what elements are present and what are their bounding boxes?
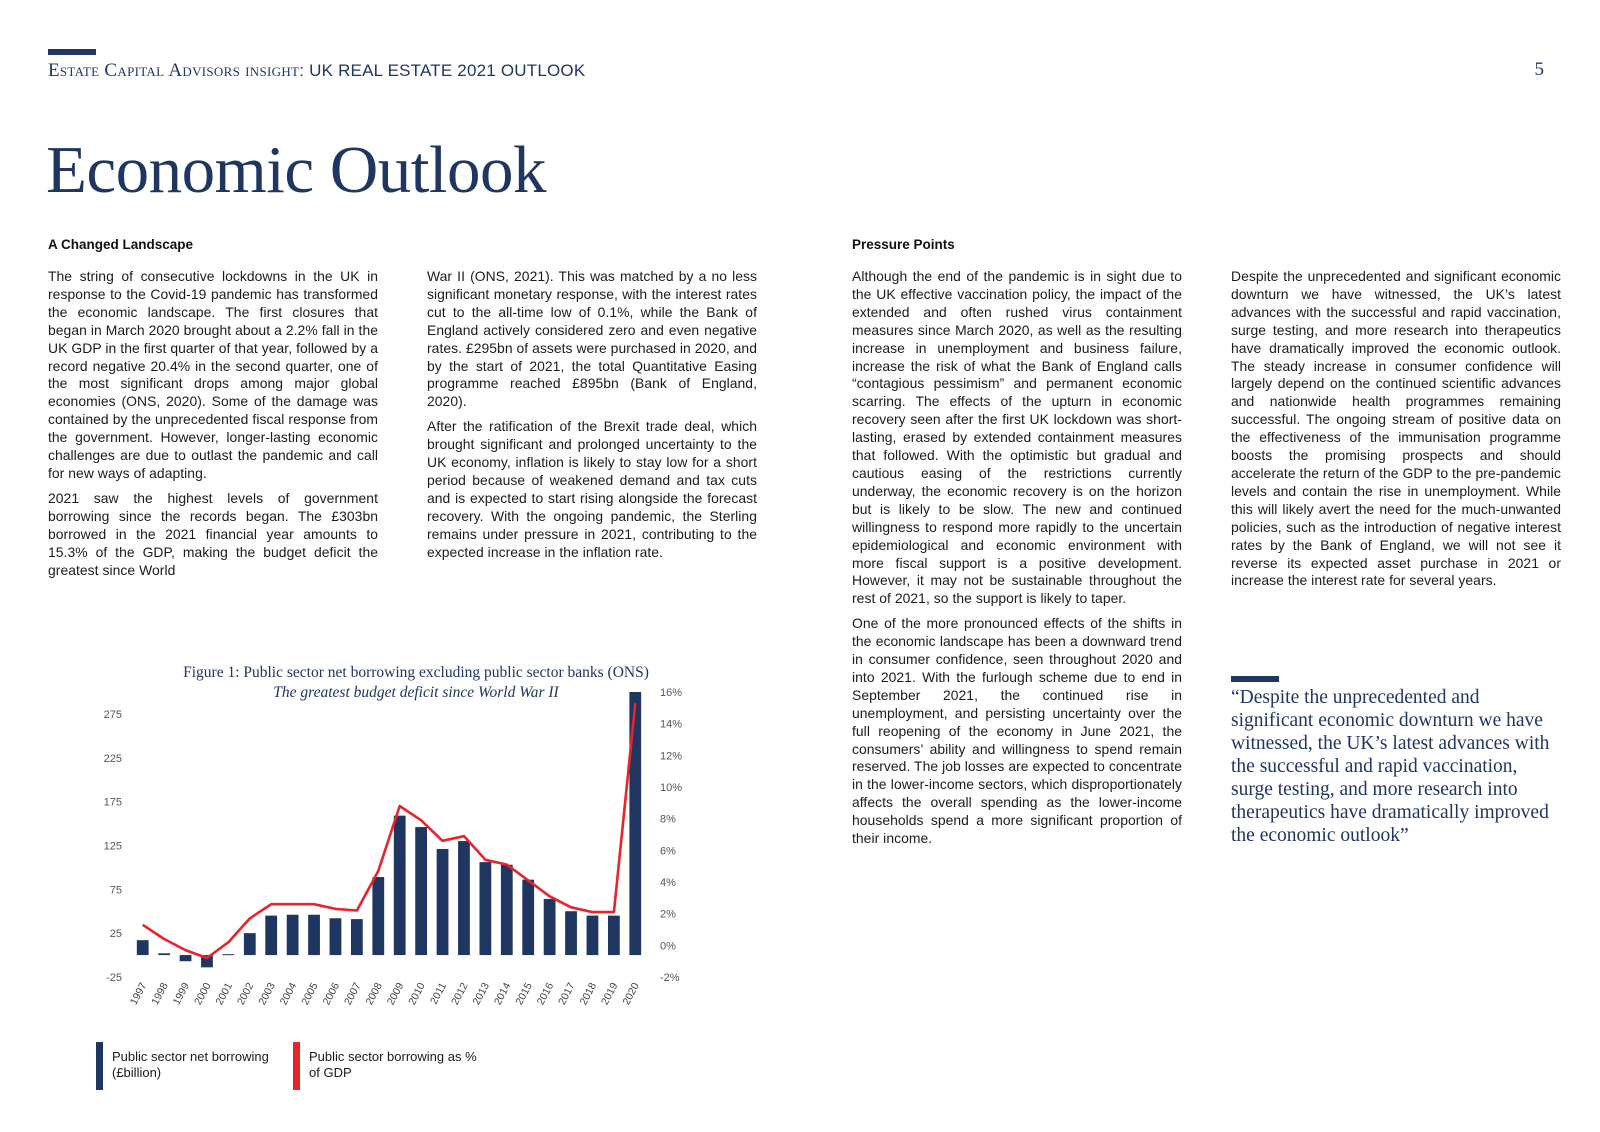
bar-series	[137, 692, 641, 967]
right-axis-tick-label: 4%	[660, 877, 676, 889]
text-column-4	[1231, 268, 1561, 597]
x-axis-tick-label: 2020	[620, 980, 642, 1008]
paragraph: Although the end of the pandemic is in sight due to the UK effective vaccination policy, the impact of the extended and often rushed virus containment measures since March 2020, as well as the resulting increase in unemployment and business failure, increase the risk of what the Bank of England calls “contagious pessimism” and permanent economic scarring. The effects of the upturn in economic recovery seen after the first UK lockdown was short-lasting, erased by extended containment measures that followed. With the optimistic but gradual and cautious easing of the restrictions currently underway, the economic recovery is on the horizon but is likely to be slow. The new and continued willingness to respond more rapidly to the uncertain epidemiological and economic environment with more fiscal support is a positive development. However, it may not be sustainable throughout the rest of 2021, so the support is likely to taper.	[852, 268, 1182, 607]
right-axis-tick-label: 2%	[660, 908, 676, 921]
section-heading-pressure-points: Pressure Points	[852, 237, 955, 252]
left-axis-tick-label: 175	[103, 796, 122, 809]
gdp-percent-line	[143, 703, 636, 958]
bar-1998	[158, 953, 170, 955]
text-column-2	[427, 268, 757, 569]
legend-swatch-red	[293, 1042, 300, 1090]
legend-label: Public sector borrowing as % of GDP	[309, 1049, 477, 1080]
right-axis-tick-label: 10%	[660, 782, 683, 794]
paragraph: One of the more pronounced effects of the shifts in the economic landscape has been a downward trend in consumer confidence, seen throughout 2020 and into 2021. With the furlough scheme due to end in September 2021, the continued rise in unemployment, and persisting uncertainty over the full reopening of the economy in June 2021, the consumers’ ability and willingness to spend remain reserved. The job losses are expected to concentrate in the lower-income sectors, which disproportionately affects the overall spending as the lower-income households spend a more significant proportion of their income.	[852, 615, 1182, 847]
bar-2016	[544, 899, 556, 955]
left-axis-tick-label: 275	[103, 708, 122, 721]
paragraph: The string of consecutive lockdowns in the UK in response to the Covid-19 pandemic has transformed the economic landscape. The first closures that began in March 2020 brought about a 2.2% fall in the UK GDP in the first quarter of that year, followed by a record negative 20.4% in the second quarter, one of the most significant drops among major global economies (ONS, 2020). Some of the damage was contained by the unprecedented fiscal response from the government. However, longer-lasting economic challenges are due to outlast the pandemic and call for new ways of adapting.	[48, 268, 378, 481]
bar-2004	[287, 915, 299, 955]
x-axis-tick-label: 2018	[577, 980, 600, 1008]
right-axis-tick-label: 16%	[660, 687, 683, 699]
right-axis-tick-label: 8%	[660, 813, 676, 826]
x-axis-tick-label: 2017	[556, 980, 578, 1008]
bar-2001	[222, 954, 234, 955]
x-axis-tick-label: 2015	[513, 980, 535, 1008]
running-head	[48, 60, 585, 82]
x-axis-tick-label: 2010	[406, 980, 428, 1008]
section-heading-changed-landscape: A Changed Landscape	[48, 237, 194, 252]
x-axis-tick-label: 2012	[449, 980, 471, 1008]
right-axis	[660, 687, 682, 984]
bar-2017	[565, 911, 577, 955]
legend-swatch-navy	[96, 1042, 103, 1090]
x-axis-tick-label: 1997	[127, 980, 150, 1008]
bar-2009	[394, 816, 406, 955]
bar-2007	[351, 919, 363, 955]
x-axis-tick-label: 2007	[341, 980, 364, 1008]
header-accent-bar	[48, 49, 96, 55]
left-axis-tick-label: 125	[103, 840, 122, 853]
bar-2015	[522, 880, 534, 955]
quote-accent-bar	[1231, 676, 1279, 682]
bar-1997	[137, 940, 149, 955]
x-axis-tick-label: 2011	[427, 980, 450, 1007]
left-axis-tick-label: 75	[109, 884, 122, 897]
paragraph: 2021 saw the highest levels of government borrowing since the records began. The £303bn borrowed in the 2021 financial year amounts to 15.3% of the GDP, making the budget deficit the greatest since World	[48, 489, 378, 578]
x-axis-tick-label: 2016	[534, 980, 557, 1008]
x-axis-tick-label: 2009	[384, 980, 407, 1008]
bar-2012	[458, 841, 470, 955]
x-axis-tick-label: 1999	[170, 980, 193, 1008]
bar-2013	[479, 862, 491, 955]
x-axis	[128, 981, 642, 1007]
left-axis-tick-label: -25	[106, 972, 122, 984]
left-axis	[104, 709, 122, 984]
page-title: Economic Outlook	[46, 133, 546, 207]
bar-2003	[265, 916, 277, 955]
left-axis-tick-label: 25	[109, 928, 122, 941]
x-axis-tick-label: 2019	[598, 980, 621, 1008]
x-axis-tick-label: 2004	[277, 980, 300, 1008]
bar-2002	[244, 933, 256, 955]
right-axis-tick-label: -2%	[660, 972, 680, 984]
line-series	[143, 703, 636, 958]
brand-name: Estate Capital Advisors insight	[48, 60, 300, 81]
bar-2019	[608, 916, 620, 955]
publication-title: UK REAL ESTATE 2021 OUTLOOK	[309, 61, 586, 80]
bar-2018	[587, 916, 599, 955]
x-axis-tick-label: 2006	[320, 980, 343, 1008]
right-axis-tick-label: 6%	[660, 845, 676, 858]
paragraph: War II (ONS, 2021). This was matched by a no less significant monetary response, with the interest rates cut to the all-time low of 0.1%, while the Bank of England actively considered zero and even negative rates. £295bn of assets were purchased in 2020, and by the start of 2021, the total Quantitative Easing programme reached £895bn (Bank of England, 2020).	[427, 268, 757, 410]
bar-2014	[501, 865, 513, 955]
right-axis-tick-label: 12%	[660, 750, 683, 763]
paragraph: After the ratification of the Brexit trade deal, which brought significant and prolonged uncertainty to the UK economy, inflation is likely to stay low for a short period because of weakened demand and tax cuts and is expected to start rising alongside the forecast recovery. With the ongoing pandemic, the Sterling remains under pressure in 2021, contributing to the expected increase in the inflation rate.	[427, 418, 757, 560]
legend-label: Public sector net borrowing (£billion)	[112, 1049, 269, 1080]
bar-2011	[437, 849, 449, 955]
right-axis-tick-label: 14%	[660, 718, 683, 731]
bar-2005	[308, 915, 320, 955]
page-number: 5	[1534, 59, 1544, 80]
x-axis-tick-label: 1998	[149, 980, 171, 1008]
x-axis-tick-label: 2001	[213, 980, 236, 1008]
paragraph: Despite the unprecedented and significant economic downturn we have witnessed, the UK’s latest advances with the successful and rapid vaccination, surge testing, and more research into therapeutics have dramatically improved the economic outlook. The steady increase in consumer confidence will largely depend on the continued scientific advances and nationwide health programmes remaining successful. The ongoing stream of positive data on the effectiveness of the immunisation programme boosts the promising prospects and should accelerate the return of the GDP to the pre-pandemic levels and contain the rise in unemployment. While this will likely avert the need for the much-unwanted policies, such as the introduction of negative interest rates by the Bank of England, we will not see it reverse its expected asset purchase in 2021 or increase the interest rate for several years.	[1231, 268, 1561, 589]
bar-2010	[415, 827, 427, 955]
text-column-3	[852, 268, 1182, 855]
x-axis-tick-label: 2002	[234, 980, 257, 1008]
x-axis-tick-label: 2008	[363, 980, 385, 1008]
text-column-1	[48, 268, 378, 586]
right-axis-tick-label: 0%	[660, 940, 676, 953]
bar-2008	[372, 877, 384, 955]
figure-title: Figure 1: Public sector net borrowing excluding public sector banks (ONS)	[183, 664, 649, 681]
x-axis-tick-label: 2003	[256, 980, 278, 1008]
figure-subtitle: The greatest budget deficit since World War II	[273, 684, 559, 701]
bar-2006	[330, 918, 342, 955]
left-axis-tick-label: 225	[103, 752, 122, 765]
x-axis-tick-label: 2000	[192, 980, 214, 1008]
brand-colon: :	[299, 61, 305, 80]
pull-quote: “Despite the unprecedented and significant economic downturn we have witnessed, the UK’s latest advances with the successful and rapid vaccination, surge testing, and more research into therapeutics have dramatically improved the economic outlook”	[1231, 687, 1550, 846]
x-axis-tick-label: 2013	[470, 980, 493, 1008]
bar-1999	[180, 955, 192, 961]
x-axis-tick-label: 2014	[491, 980, 514, 1008]
x-axis-tick-label: 2005	[299, 980, 321, 1008]
